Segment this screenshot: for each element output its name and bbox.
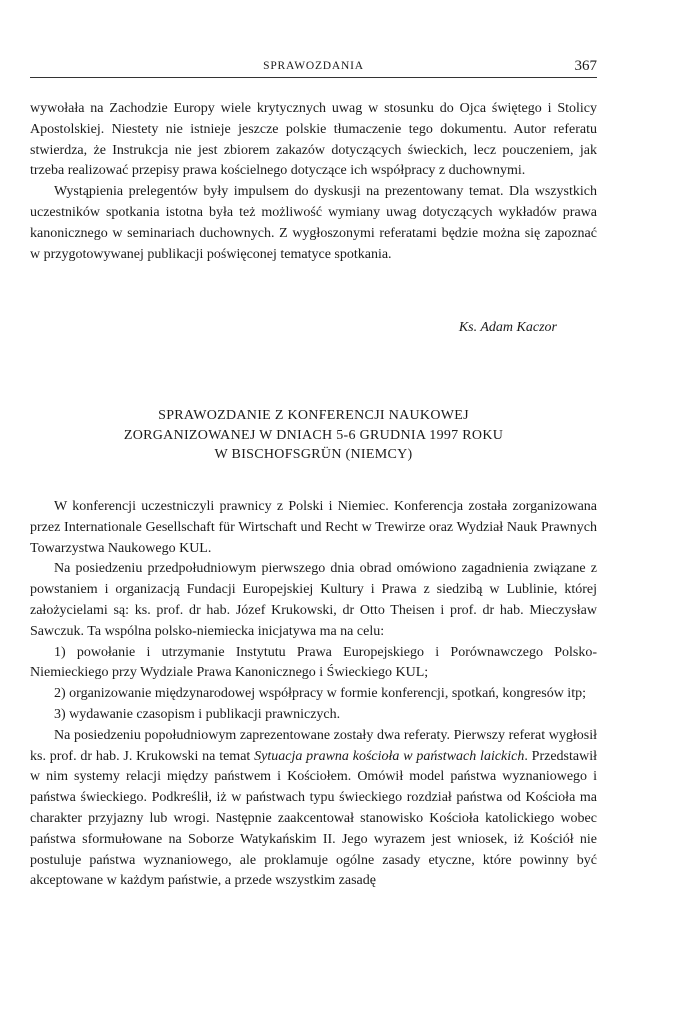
paragraph: Na posiedzeniu przedpołudniowym pierwszego dnia obrad omówiono zagadnienia związane z powstaniem i organizacją Fundacji Europejskiej Kultury i Prawa z siedzibą w Lublinie, której założycielami są: ks. prof. dr hab. Józef Krukowski, dr Otto Theisen i prof. dr hab. Mieczysław Sawczuk. Ta wspólna polsko-niemiecka inicjatywa ma na celu: <box>30 561 597 639</box>
list-item: 2) organizowanie międzynarodowej współpracy w formie konferencji, spotkań, kongresów itp; <box>54 686 586 702</box>
previous-report-ending <box>30 99 597 265</box>
author-signature: Ks. Adam Kaczor <box>458 320 557 335</box>
running-head <box>30 58 597 78</box>
title-line: ZORGANIZOWANEJ W DNIACH 5-6 GRUDNIA 1997 ROKU <box>123 427 504 443</box>
title-line: W BISCHOFSGRÜN (NIEMCY) <box>214 447 413 462</box>
article-body <box>30 497 597 892</box>
text-run: Na posiedzeniu popołudniowym zaprezentowane zostały dwa referaty. Pierwszy referat wygłosił ks. prof. dr hab. J. Krukowski na temat <box>30 727 597 764</box>
page-number: 367 <box>574 58 597 74</box>
title-line: SPRAWOZDANIE Z KONFERENCJI NAUKOWEJ <box>158 408 469 423</box>
running-title: SPRAWOZDANIA <box>263 60 364 72</box>
list-item: 1) powołanie i utrzymanie Instytutu Prawa Europejskiego i Porównawczego Polsko-Niemieckiego przy Wydziale Prawa Kanonicznego i Świeckiego KUL; <box>30 644 597 681</box>
lecture-title: Sytuacja prawna kościoła w państwach laickich <box>254 748 525 764</box>
list-item: 3) wydawanie czasopism i publikacji prawniczych. <box>54 706 341 722</box>
text-run: . Przedstawił w nim systemy relacji między państwem i Kościołem. Omówił model państwa wyznaniowego i państwa świeckiego. Podkreślił, iż w państwach typu świeckiego rozdział państwa od Kościoła ma charakter przyjazny lub wrogi. Następnie zaakcentował stanowisko Kościoła katolickiego wobec państwa sformułowane na Soborze Watykańskim II. Jego wyrazem jest wniosek, iż Kościół nie postuluje państwa wyznaniowego, ale proklamuje ogólne zasady etyczne, które powinny być akceptowane w każdym państwie, a przede wszystkim zasadę <box>30 748 598 889</box>
paragraph: W konferencji uczestniczyli prawnicy z Polski i Niemiec. Konferencja została zorganizowana przez Internationale Gesellschaft für Wirtschaft und Recht w Trewirze oraz Wydział Nauk Prawnych Towarzystwa Naukowego KUL. <box>30 499 597 556</box>
paragraph: wywołała na Zachodzie Europy wiele krytycznych uwag w stosunku do Ojca świętego i Stolicy Apostolskiej. Niestety nie istnieje jeszcze polskie tłumaczenie tego dokumentu. Autor referatu stwierdza, że Instrukcja nie jest zbiorem zakazów dotyczących świeckich, lecz pouczeniem, jak trzeba realizować przepisy prawa kościelnego dotyczące ich współpracy z duchownymi. <box>30 101 597 179</box>
paragraph <box>30 726 597 892</box>
article-title <box>30 406 597 465</box>
paragraph: Wystąpienia prelegentów były impulsem do dyskusji na prezentowany temat. Dla wszystkich uczestników spotkania istotna była też możliwość wymiany uwag dotyczących wykładów prawa kanonicznego w seminariach duchownych. Z wygłoszonymi referatami będzie można się zapoznać w przygotowywanej publikacji poświęconej tematyce spotkania. <box>30 184 597 262</box>
header-rule <box>30 77 597 78</box>
